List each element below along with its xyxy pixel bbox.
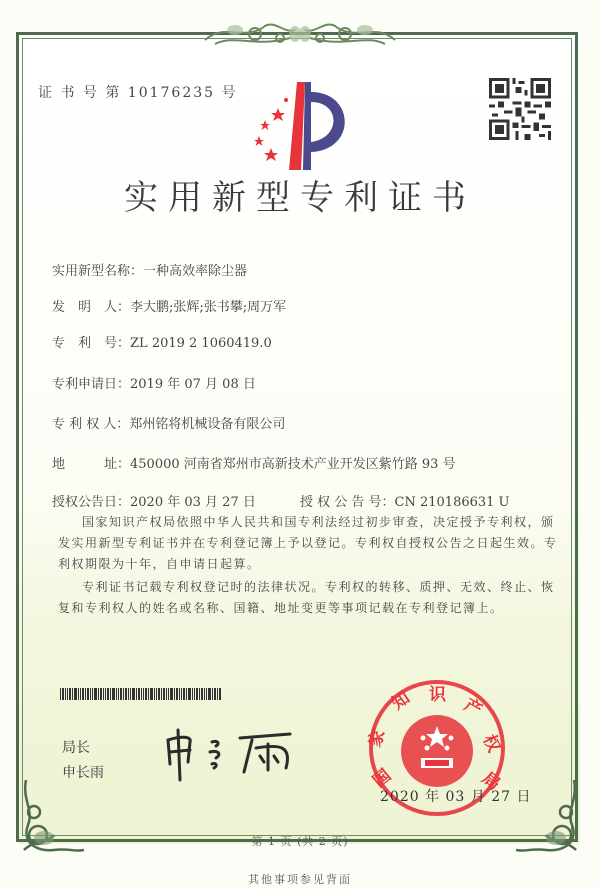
field-grant-announcement-number [300, 491, 510, 510]
barcode-icon [60, 688, 222, 700]
grant-statement-paragraph: 国家知识产权局依照中华人民共和国专利法经过初步审查，决定授予专利权，颁发实用新型专利证书并在专利登记簿上予以登记。专利权自授权公告之日起生效。专利权期限为十年，自申请日起算。 [58, 515, 558, 571]
director-name: 申长雨 [62, 765, 104, 781]
svg-text:家: 家 [365, 726, 390, 750]
page-indicator: 第 1 页 (共 2 页) [251, 835, 349, 848]
field-label: 地 址： [52, 457, 131, 472]
signature-icon [160, 722, 310, 782]
field-value: CN 210186631 U [394, 495, 510, 510]
field-value: 450000 河南省郑州市高新技术产业开发区紫竹路 93 号 [130, 457, 456, 472]
svg-text:产: 产 [460, 695, 486, 721]
top-ornament-icon [195, 12, 405, 52]
svg-text:知: 知 [388, 687, 414, 715]
field-address [52, 453, 456, 472]
field-utility-model-name [52, 260, 247, 279]
svg-text:识: 识 [429, 685, 446, 705]
field-label: 专 利 权 人： [52, 417, 130, 432]
certificate-title: 实用新型专利证书 [124, 178, 476, 218]
svg-text:国: 国 [369, 765, 396, 792]
director-title: 局长 [62, 740, 90, 756]
field-grant-announcement-date [52, 491, 256, 510]
field-value: ZL 2019 2 1060419.0 [130, 336, 272, 351]
field-label: 授权公告日： [52, 495, 131, 510]
field-value: 郑州铭将机械设备有限公司 [129, 417, 286, 432]
field-application-date [52, 373, 256, 392]
legal-status-paragraph: 专利证书记载专利权登记时的法律状况。专利权的转移、质押、无效、终止、恢复和专利权人的姓名或名称、国籍、地址变更等事项记载在专利登记簿上。 [58, 580, 555, 615]
field-label: 发 明 人： [52, 300, 131, 315]
field-patentee [52, 413, 285, 432]
svg-text:权: 权 [478, 731, 504, 756]
certificate-number: 证 书 号 第 10176235 号 [38, 85, 238, 101]
field-label: 授 权 公 告 号： [300, 495, 395, 510]
field-value: 李大鹏;张辉;张书攀;周万军 [130, 300, 287, 315]
svg-text:局: 局 [477, 768, 504, 795]
cnipa-logo-icon [245, 80, 355, 175]
field-value: 2020 年 03 月 27 日 [130, 495, 256, 510]
field-patent-number [52, 332, 272, 351]
field-label: 专利申请日： [52, 377, 131, 392]
field-value: 2019 年 07 月 08 日 [130, 377, 256, 392]
field-label: 专 利 号： [52, 336, 131, 351]
footer-note: 其他事项参见背面 [248, 873, 352, 886]
seal-date: 2020 年 03 月 27 日 [380, 789, 532, 805]
qr-code-icon [489, 78, 551, 140]
field-label: 实用新型名称： [52, 264, 144, 279]
field-value: 一种高效率除尘器 [143, 264, 248, 279]
field-inventors [52, 296, 286, 315]
